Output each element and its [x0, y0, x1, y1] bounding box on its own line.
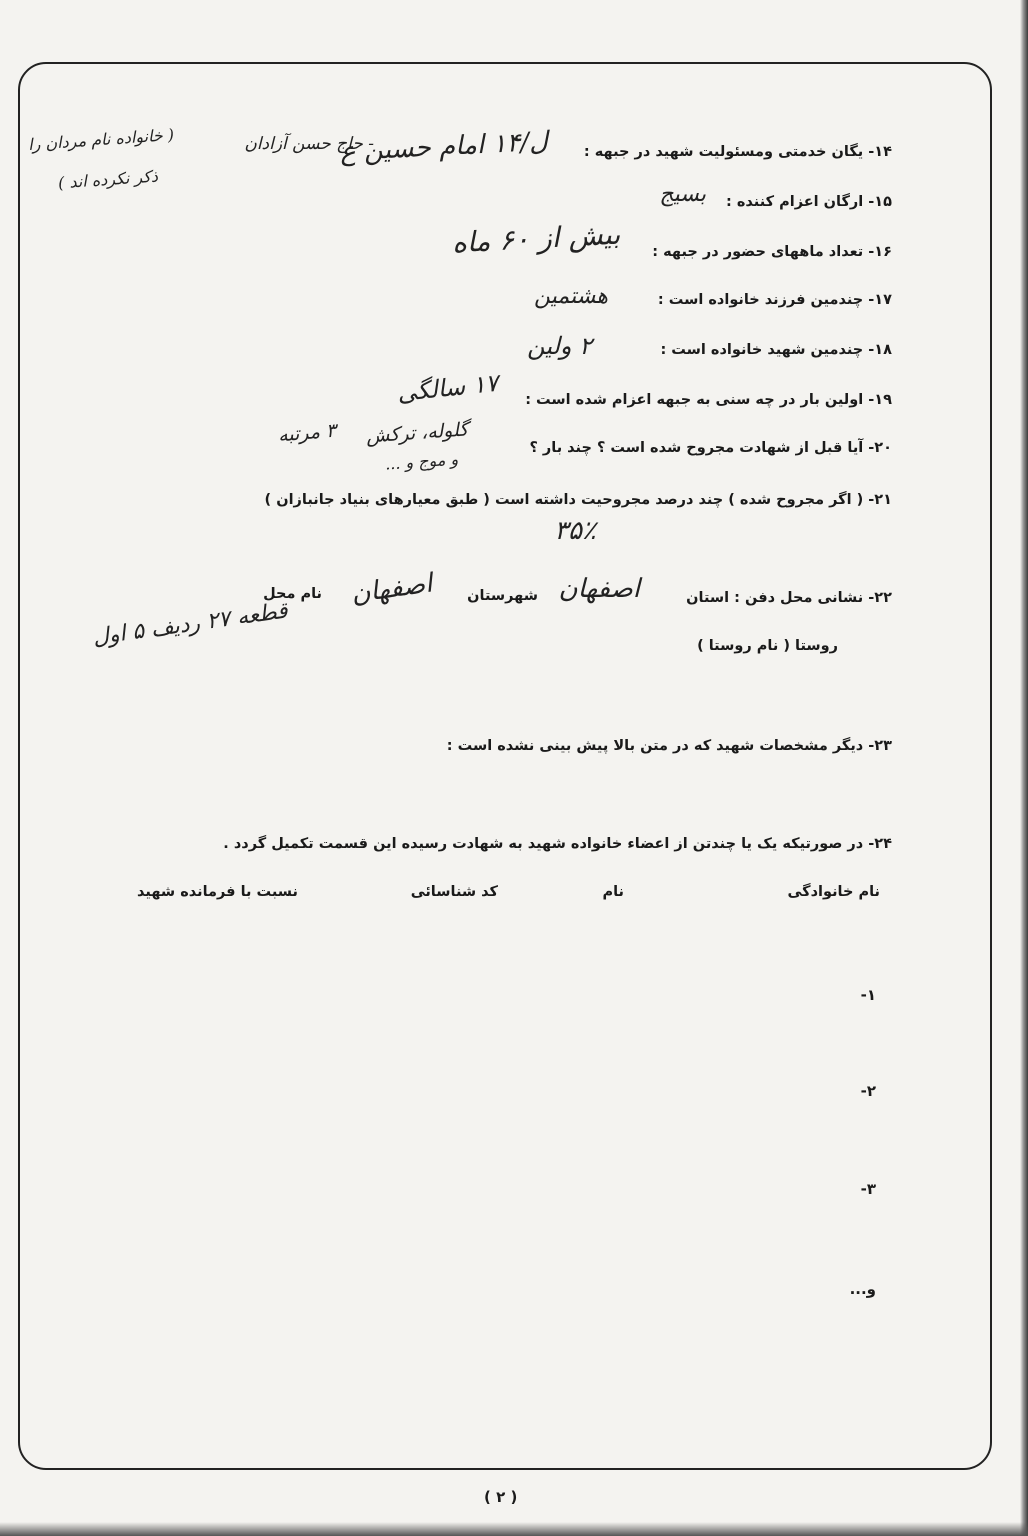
form-border	[18, 62, 992, 1470]
answer-15: بسیج	[659, 182, 706, 207]
item-15: ۱۵- ارگان اعزام کننده :	[726, 194, 892, 210]
item-24: ۲۴- در صورتیکه یک یا چندتن از اعضاء خانواده شهید به شهادت رسیده این قسمت تکمیل گردد .	[223, 836, 892, 852]
header-last-name: نام خانوادگی	[787, 884, 880, 900]
scan-edge-shadow	[1020, 0, 1028, 1536]
answer-14: ل/۱۴ امام حسین ع	[339, 126, 549, 168]
answer-20-cause: گلوله، ترکش	[365, 418, 469, 448]
item-22-province-label: ۲۲- نشانی محل دفن : استان	[686, 590, 892, 606]
row-number-2: ۲-	[860, 1082, 876, 1100]
answer-22-province: اصفهان	[558, 574, 640, 604]
header-id-code: کد شناسائی	[410, 884, 498, 900]
answer-16: بیش از ۶۰ ماه	[451, 217, 621, 260]
item-22-village-label: روستا ( نام روستا )	[697, 638, 838, 654]
margin-note-1: ( خانواده نام مردان را	[27, 124, 175, 155]
scan-bottom-shadow	[0, 1522, 1028, 1536]
answer-20-cause-2: و موج و ...	[384, 449, 459, 474]
header-relation: نسبت با فرمانده شهید	[137, 884, 298, 900]
header-first-name: نام	[602, 884, 624, 900]
page-number: ( ۲ )	[484, 1488, 518, 1506]
item-14: ۱۴- یگان خدمتی ومسئولیت شهید در جبهه :	[583, 144, 892, 160]
margin-note-2: ذکر نکرده اند )	[57, 166, 159, 193]
answer-22-place: قطعه ۲۷ ردیف ۵ اول	[90, 598, 289, 651]
item-23: ۲۳- دیگر مشخصات شهید که در متن بالا پیش بینی نشده است :	[446, 738, 892, 754]
item-20: ۲۰- آیا قبل از شهادت مجروح شده است ؟ چند بار ؟	[529, 440, 892, 456]
answer-19: ۱۷ سالگی	[395, 368, 500, 408]
item-22-city-label: شهرستان	[467, 588, 538, 604]
item-21: ۲۱- ( اگر مجروح شده ) چند درصد مجروحیت داشته است ( طبق معیارهای بنیاد جانبازان )	[264, 492, 892, 508]
answer-20-count: ۳ مرتبه	[277, 419, 337, 447]
answer-17: هشتمین	[534, 284, 608, 309]
row-number-3: ۳-	[860, 1180, 876, 1198]
answer-18: ۲ ولین	[527, 332, 592, 360]
answer-21: ۳۵٪	[554, 516, 596, 546]
answer-22-city: اصفهان	[348, 568, 434, 610]
item-16: ۱۶- تعداد ماههای حضور در جبهه :	[652, 244, 892, 260]
row-number-etc: و...	[849, 1280, 876, 1298]
item-18: ۱۸- چندمین شهید خانواده است :	[660, 342, 892, 358]
answer-14-note: - حاج حسن آزادان	[244, 134, 374, 154]
item-22-place-label: نام محل	[263, 586, 322, 602]
item-19: ۱۹- اولین بار در چه سنی به جبهه اعزام شده است :	[525, 392, 892, 408]
item-17: ۱۷- چندمین فرزند خانواده است :	[657, 292, 892, 308]
row-number-1: ۱-	[860, 986, 876, 1004]
